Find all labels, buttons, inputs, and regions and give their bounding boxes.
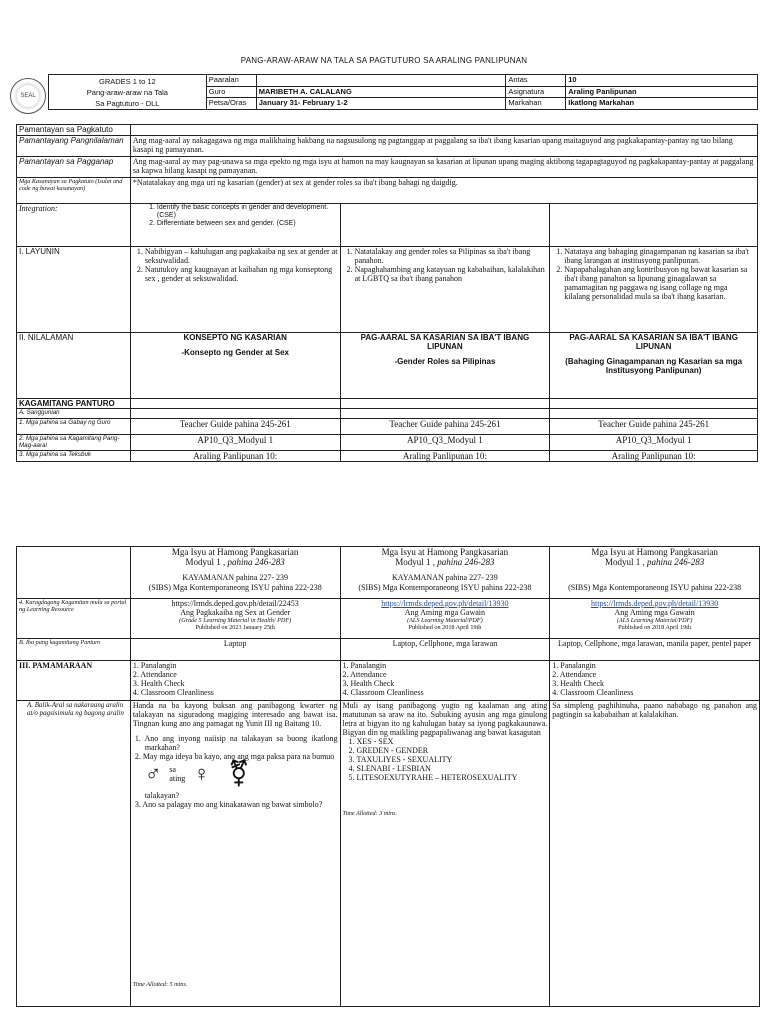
kagamitang-day2: AP10_Q3_Modyul 1 [340, 435, 550, 451]
pamamaraan-label: III. PAMAMARAAN [17, 661, 131, 701]
lrmds-link-1[interactable]: https://lrmds.deped.gov.ph/detail/22453 [171, 599, 299, 608]
teksbuk-cont-day1: Mga Isyu at Hamong Pangkasarian Modyul 1 , pahina 246-283 KAYAMANAN pahina 227- 239 (SIBS) Mga Kontemporaneong ISYU pahina 222-238 [130, 547, 340, 599]
gabay-label: 1. Mga pahina sa Gabay ng Guro [17, 419, 131, 435]
lesson-table-1 [16, 124, 758, 462]
antas-key: Antas [506, 75, 566, 87]
kagamitang-day1: AP10_Q3_Modyul 1 [130, 435, 340, 451]
time-allotted-day1: Time Allotted: 5 mins. [132, 981, 188, 988]
teksbuk-day2: Araling Panlipunan 10: [340, 451, 550, 462]
petsa-value: January 31- February 1-2 [256, 98, 506, 110]
balik-aral-day3: Sa simpleng paghihinuha, paano nababago ng panahon ang pagtingin sa kababaihan at kalalakihan. [550, 701, 760, 1007]
lesson-table-2 [16, 546, 760, 1007]
integration-label: Integration: [17, 204, 131, 247]
kasanayan-text: *Natatalakay ang mga uri ng kasarian (gender) at sex at gender roles sa iba't ibang bahagi ng daigdig. [130, 178, 757, 204]
kagamitang-label: 2. Mga pahina sa Kagamitang Pang-Mag-aaral [17, 435, 131, 451]
markahan-value: Ikatlong Markahan [566, 98, 758, 110]
deped-seal-icon: SEAL [10, 78, 46, 114]
pamantayan-label: Pamantayan sa Pagkatuto [17, 125, 131, 136]
transgender-symbol-icon: ⚧ [227, 759, 250, 788]
female-symbol-icon: ♀ [193, 761, 210, 786]
integration-list: 1. Identify the basic concepts in gender and development. (CSE) 2. Differentiate between sex and gender. (CSE) [130, 204, 340, 247]
guro-key: Guro [206, 86, 256, 98]
teksbuk-cont-day2: Mga Isyu at Hamong Pangkasarian Modyul 1 , pahina 246-283 KAYAMANAN pahina 227- 239 (SIBS) Mga Kontemporaneong ISYU pahina 222-238 [340, 547, 550, 599]
lrmds-link-2[interactable]: https://lrmds.deped.gov.ph/detail/13930 [381, 599, 509, 608]
balik-aral-day2: Muli ay isang panibagong yugto ng kaalaman ang ating matutunan sa araw na ito. Subuking ayusin ang mga ginulong letra at bigyan ito ng kahulugan batay sa iyong pagkakaunawa. Bigyan din ng maikling pagpapaliwanag ang bawat kasagutan 1. XES - SEX 2. GREDEN - GENDER 3. TAXULIYES - SEXUALITY 4. SLENABI - LESBIAN 5. LITESOEXUTYRAHE – HETEROSEXUALITY Time Allotted: 3 mins. [340, 701, 550, 1007]
gabay-day1: Teacher Guide pahina 245-261 [130, 419, 340, 435]
karagdagang-day1: https://lrmds.deped.gov.ph/detail/22453 Ang Pagkakaiba ng Sex at Gender (Grade 5 Learning Material in Health/ PDF) Published on 2023 January 25th [130, 599, 340, 639]
gabay-day3: Teacher Guide pahina 245-261 [550, 419, 758, 435]
kagamitan-label: KAGAMITANG PANTURO [17, 399, 131, 409]
layunin-day2: 1. Natatalakay ang gender roles sa Pilipinas sa iba't ibang panahon. 2. Napaghahambing ang katayuan ng kababaihan, kalalakihan at LGBTQ sa iba't ibang panahon [340, 247, 550, 333]
karagdagang-label: 4. Karagdagang Kagamitan mula sa portal ng Learning Resource [17, 599, 131, 639]
karagdagang-day3: https://lrmds.deped.gov.ph/detail/13930 Ang Aming mga Gawain (ALS Learning Material/PDF) Published on 2018 April 19th [550, 599, 760, 639]
iba-label: B. Iba pang kagamitang Panturo [17, 639, 131, 661]
nilalaman-label: II. NILALAMAN [17, 333, 131, 399]
time-allotted-day2: Time Allotted: 3 mins. [342, 810, 398, 817]
pangnilalaman-text: Ang mag-aaral ay nakagagawa ng mga malikhaing hakbang na nagsusulong ng pagtanggap at paggalang sa iba't ibang kasarian upang maitaguyod ang pagkakapantay-pantay ng tao bilang kasapi ng pamayanan. [130, 136, 757, 157]
iba-day1: Laptop [130, 639, 340, 661]
pamamaraan-day1: 1. Panalangin 2. Attendance 3. Health Check 4. Classroom Cleanliness [130, 661, 340, 701]
balik-aral-day1: Handa na ba kayong buksan ang panibagong kwarter ng talakayan na siguradong magiging interesado ang bawat isa. Tingnan kung ano ang pamagat ng Yunit III ng Baitang 10. 1. Ano ang inyong naiisip na talakayan sa buong ikatlong markahan? 2. May mga ideya ba kayo, ano ang mga paksa para na bumuo ♂ sa ating ♀ ⚧ talakayan? 3. Ano sa palagay mo ang kinakatawan ng bawat simbolo? Time Allotted: 5 mins. [130, 701, 340, 1007]
lrmds-link-3[interactable]: https://lrmds.deped.gov.ph/detail/13930 [591, 599, 719, 608]
pangnilalaman-label: Pamantayang Pangnilalaman [17, 136, 131, 157]
nilalaman-day2: PAG-AARAL SA KASARIAN SA IBA'T IBANG LIPUNAN -Gender Roles sa Pilipinas [340, 333, 550, 399]
guro-value: MARIBETH A. CALALANG [256, 86, 506, 98]
pamamaraan-day3: 1. Panalangin 2. Attendance 3. Health Check 4. Classroom Cleanliness [550, 661, 760, 701]
iba-day2: Laptop, Cellphone, mga larawan [340, 639, 550, 661]
pagganap-label: Pamantayan sa Pagganap [17, 157, 131, 178]
teksbuk-day1: Araling Panlipunan 10: [130, 451, 340, 462]
teksbuk-label: 3. Mga pahina sa Teksbuk [17, 451, 131, 462]
gabay-day2: Teacher Guide pahina 245-261 [340, 419, 550, 435]
kagamitang-day3: AP10_Q3_Modyul 1 [550, 435, 758, 451]
male-symbol-icon: ♂ [144, 761, 162, 786]
grades-label: GRADES 1 to 12 Pang-araw-araw na Tala Sa Pagtuturo - DLL [49, 75, 207, 110]
nilalaman-day1: KONSEPTO NG KASARIAN -Konsepto ng Gender at Sex [130, 333, 340, 399]
petsa-key: Petsa/Oras [206, 98, 256, 110]
layunin-day3: 1. Natataya ang bahaging ginagampanan ng kasarian sa iba't ibang larangan at institusyong panlipunan. 2. Napapahalagahan ang kontribusyon ng bawat kasarian sa iba't ibang panahon sa lipunang ginagalawan sa pamamagitan ng paggawa ng isang collage ng mga kilalang personalidad mula sa iba't ibang kasarian. [550, 247, 758, 333]
teksbuk-day3: Araling Panlipunan 10: [550, 451, 758, 462]
layunin-label: I. LAYUNIN [17, 247, 131, 333]
kasanayan-label: Mga Kasanayan sa Pagkatuto (Isulat and code ng bawat kasanayan) [17, 178, 131, 204]
asignatura-key: Asignatura [506, 86, 566, 98]
paaralan-value [256, 75, 506, 87]
layunin-day1: 1. Nabibigyan – kahulugan ang pagkakaiba ng sex at gender at seksuwalidad. 2. Natutukoy ang kaugnayan at kaibahan ng mga konseptong sex , gender at seksuwalidad. [130, 247, 340, 333]
header-table [48, 74, 758, 110]
markahan-key: Markahan [506, 98, 566, 110]
antas-value: 10 [566, 75, 758, 87]
sanggunian-label: A. Sanggunian [17, 409, 131, 419]
balik-aral-label: A. Balik-Aral sa nakaraang aralin at/o pagsisimula ng bagong aralin [17, 701, 131, 1007]
pamamaraan-day2: 1. Panalangin 2. Attendance 3. Health Check 4. Classroom Cleanliness [340, 661, 550, 701]
asignatura-value: Araling Panlipunan [566, 86, 758, 98]
karagdagang-day2: https://lrmds.deped.gov.ph/detail/13930 Ang Aming mga Gawain (ALS Learning Material/PDF) Published on 2018 April 19th [340, 599, 550, 639]
iba-day3: Laptop, Cellphone, mga larawan, manila paper, pentel paper [550, 639, 760, 661]
pagganap-text: Ang mag-aaral ay may pag-unawa sa mga epekto ng mga isyu at hamon na may kaugnayan sa kasarian at lipunan upang maging aktibong tagapagtaguyod ng pagkakapantay-pantay at paggalang sa kapwa bilang kasapi ng pamayanan. [130, 157, 757, 178]
teksbuk-cont-day3: Mga Isyu at Hamong Pangkasarian Modyul 1 , pahina 246-283 (SIBS) Mga Kontemporaneong ISYU pahina 222-238 [550, 547, 760, 599]
paaralan-key: Paaralan [206, 75, 256, 87]
nilalaman-day3: PAG-AARAL SA KASARIAN SA IBA'T IBANG LIPUNAN (Bahaging Ginagampanan ng Kasarian sa mga Institusyong Panlipunan) [550, 333, 758, 399]
document-title: PANG-ARAW-ARAW NA TALA SA PAGTUTURO SA ARALING PANLIPUNAN [240, 56, 528, 65]
